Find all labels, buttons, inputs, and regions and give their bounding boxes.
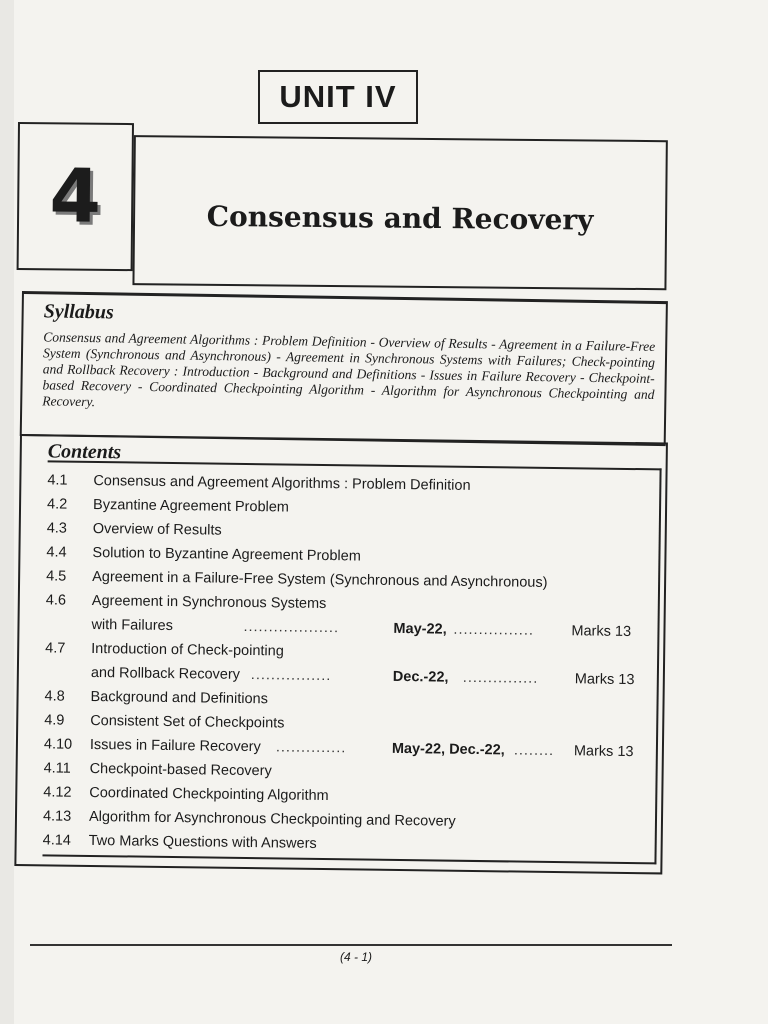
item-title: with Failures xyxy=(91,616,173,635)
item-number: 4.11 xyxy=(43,760,71,777)
contents-heading: Contents xyxy=(47,440,122,464)
syllabus-box xyxy=(20,291,668,446)
item-title: Solution to Byzantine Agreement Problem xyxy=(92,544,361,565)
item-number: 4.2 xyxy=(46,496,68,513)
item-exam-date: Dec.-22, xyxy=(392,668,449,686)
item-title: Agreement in a Failure-Free System (Synchronous and Asynchronous) xyxy=(92,568,548,591)
item-exam-date: May-22, xyxy=(393,620,447,638)
item-exam-date: May-22, Dec.-22, xyxy=(391,740,505,759)
item-number: 4.6 xyxy=(45,592,67,609)
contents-box xyxy=(14,434,668,874)
item-title: Introduction of Check-pointing xyxy=(91,640,284,660)
item-title: Overview of Results xyxy=(92,520,222,539)
footer-rule xyxy=(30,944,672,946)
item-leader-dots: ........ xyxy=(513,742,555,760)
item-number: 4.7 xyxy=(45,640,66,657)
chapter-title: Consensus and Recovery xyxy=(206,199,594,237)
item-number: 4.4 xyxy=(46,544,67,561)
item-number xyxy=(46,616,86,617)
item-title: Algorithm for Asynchronous Checkpointing and Recovery xyxy=(88,808,456,830)
item-title: Agreement in Synchronous Systems xyxy=(91,592,327,613)
item-leader-dots: ................ xyxy=(250,667,332,685)
item-title: and Rollback Recovery xyxy=(90,664,241,683)
item-marks: Marks 13 xyxy=(571,623,632,641)
item-number: 4.9 xyxy=(44,712,65,729)
page-number: (4 - 1) xyxy=(340,950,373,964)
syllabus-heading: Syllabus xyxy=(43,300,114,324)
chapter-number: 4 xyxy=(17,122,134,271)
item-leader-dots: .............. xyxy=(275,739,347,757)
item-title: Two Marks Questions with Answers xyxy=(88,832,317,852)
item-title: Background and Definitions xyxy=(90,688,268,708)
item-marks: Marks 13 xyxy=(574,671,635,689)
item-title: Checkpoint-based Recovery xyxy=(89,760,272,780)
unit-label: UNIT IV xyxy=(258,70,418,124)
syllabus-text: Consensus and Agreement Algorithms : Problem Definition - Overview of Results - Agreement in a Failure-Free System (Synchronous and Asynchronous) - Agreement in Synchronous Systems with Failures; Check-pointing and Rollback Recovery : Introduction - Background and Definitions - Issues in Failure Recovery - Checkpoint-based Recovery - Coordinated Checkpointing Algorithm - Algorithm for Asynchronous Checkpointing and Recovery. xyxy=(42,329,656,410)
item-title: Issues in Failure Recovery xyxy=(89,736,261,756)
item-number: 4.13 xyxy=(42,808,72,825)
item-title: Coordinated Checkpointing Algorithm xyxy=(89,784,329,805)
item-number: 4.14 xyxy=(42,832,72,849)
item-number: 4.8 xyxy=(44,688,65,705)
item-number: 4.3 xyxy=(46,520,68,537)
chapter-header xyxy=(16,122,670,294)
item-leader-dots: ................... xyxy=(243,618,340,637)
chapter-title-box xyxy=(132,135,667,290)
item-number xyxy=(45,664,85,665)
item-number: 4.12 xyxy=(43,784,72,801)
page-binding-edge xyxy=(0,0,14,1024)
item-leader-dots: ............... xyxy=(462,669,539,687)
item-number: 4.1 xyxy=(47,472,68,489)
item-title: Byzantine Agreement Problem xyxy=(92,496,290,516)
item-title: Consensus and Agreement Algorithms : Problem Definition xyxy=(93,472,471,494)
item-leader-dots: ................ xyxy=(453,621,535,639)
item-title: Consistent Set of Checkpoints xyxy=(90,712,285,732)
item-marks: Marks 13 xyxy=(573,743,634,761)
item-number: 4.10 xyxy=(43,736,73,753)
item-number: 4.5 xyxy=(46,568,67,585)
